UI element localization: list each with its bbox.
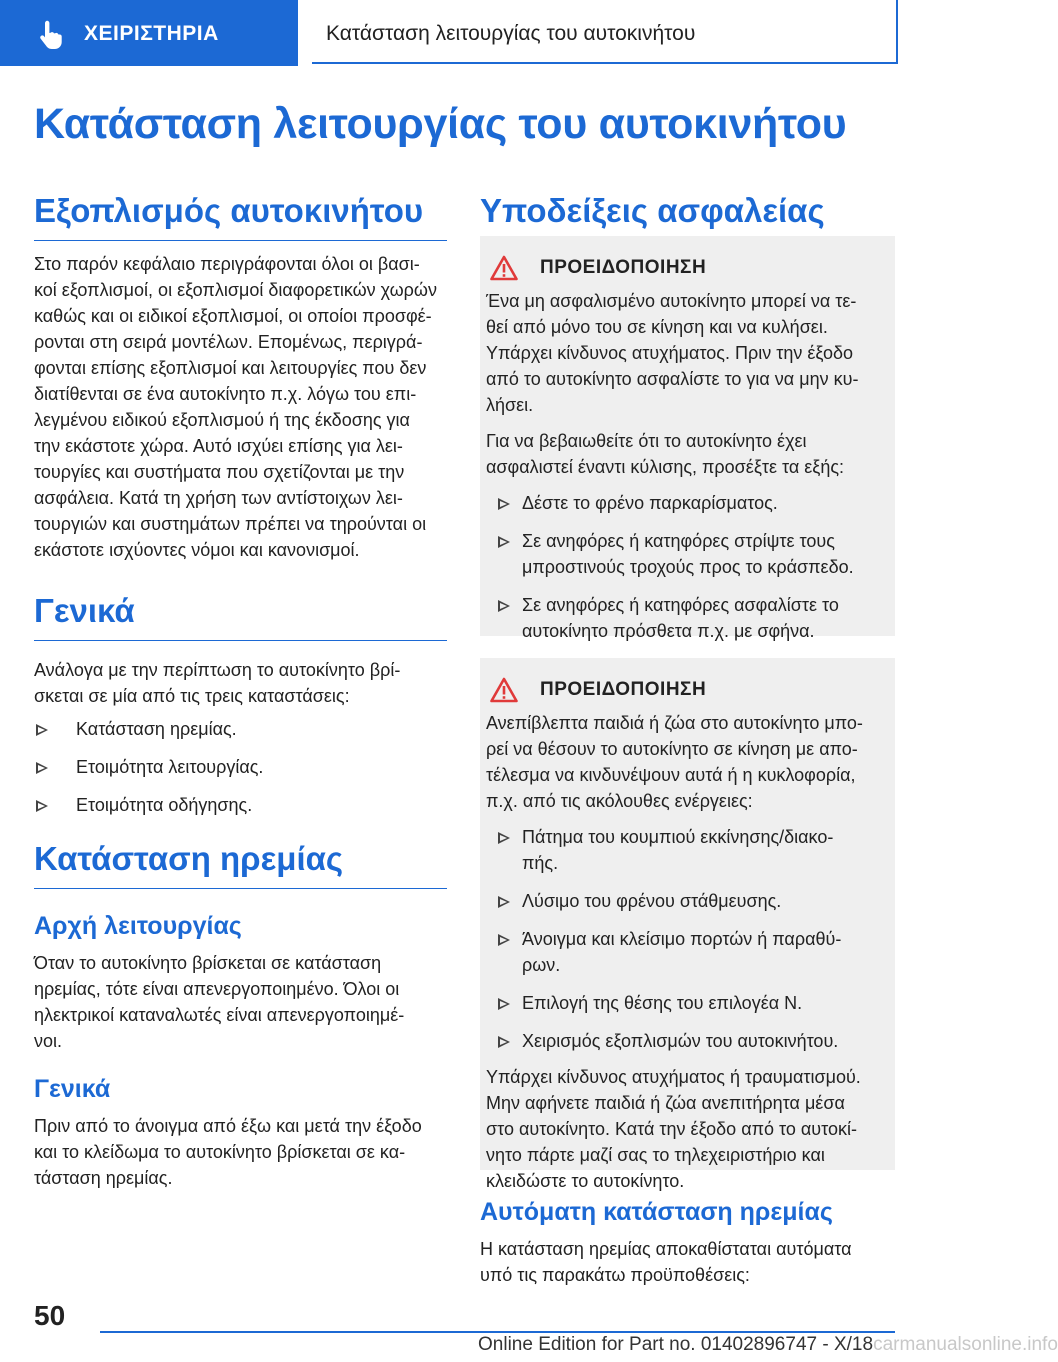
rolling-precautions-list bbox=[486, 490, 873, 644]
chapter-tab-label: Κατάσταση λειτουργίας του αυτοκινήτου bbox=[326, 22, 696, 45]
text-line: νητο πάρτε μαζί σας το τηλεχειριστήριο και bbox=[486, 1145, 825, 1165]
list-item bbox=[486, 824, 873, 876]
text-line: ασφάλεια. Κατά τη χρήση των αντίστοιχων λει- bbox=[34, 488, 403, 508]
unattended-actions-list bbox=[486, 824, 873, 1054]
text-line: ασφαλιστεί έναντι κύλισης, προσέξτε τα εξής: bbox=[486, 457, 845, 477]
list-item-line: Επιλογή της θέσης του επιλογέα N. bbox=[522, 993, 803, 1013]
warning-triangle-icon bbox=[490, 677, 518, 703]
page-number: 50 bbox=[34, 1300, 66, 1331]
rest-state-heading: Κατάσταση ηρεμίας bbox=[34, 840, 447, 889]
triangle-bullet-icon bbox=[498, 832, 510, 844]
text-line: Όταν το αυτοκίνητο βρίσκεται σε κατάσταση bbox=[34, 953, 382, 973]
list-item-line: Λύσιμο του φρένου στάθμευσης. bbox=[522, 891, 782, 911]
top-header bbox=[0, 0, 960, 66]
triangle-bullet-icon bbox=[36, 762, 48, 774]
text-line: στο αυτοκίνητο. Κατά την έξοδο από το αυτοκί- bbox=[486, 1119, 858, 1139]
auto-rest-heading: Αυτόματη κατάσταση ηρεμίας bbox=[480, 1198, 833, 1226]
chapter-tab[interactable] bbox=[312, 0, 898, 64]
list-item-line: αυτοκίνητο πρόσθετα π.χ. με σφήνα. bbox=[522, 621, 815, 641]
principle-heading: Αρχή λειτουργίας bbox=[34, 912, 242, 940]
principle-paragraph bbox=[34, 950, 447, 1054]
warning-paragraph bbox=[480, 428, 873, 480]
list-item bbox=[486, 990, 873, 1016]
text-line: Υπάρχει κίνδυνος ατυχήματος ή τραυματισμού. bbox=[486, 1067, 861, 1087]
text-line: Στο παρόν κεφάλαιο περιγράφονται όλοι οι βασι- bbox=[34, 254, 420, 274]
text-line: Για να βεβαιωθείτε ότι το αυτοκίνητο έχει bbox=[486, 431, 807, 451]
text-line: λήσει. bbox=[486, 395, 534, 415]
triangle-bullet-icon bbox=[498, 536, 510, 548]
text-line: την εκάστοτε χώρα. Αυτό ισχύει επίσης για λει- bbox=[34, 436, 403, 456]
text-line: τουργίες και συστήματα που σχετίζονται με την bbox=[34, 462, 405, 482]
list-item bbox=[486, 592, 873, 644]
triangle-bullet-icon bbox=[498, 600, 510, 612]
text-line: Ένα μη ασφαλισμένο αυτοκίνητο μπορεί να τε- bbox=[486, 291, 857, 311]
text-line: ρονται στη σειρά μοντέλων. Επομένως, περιγρά- bbox=[34, 332, 423, 352]
triangle-bullet-icon bbox=[498, 934, 510, 946]
text-line: ηρεμίας, τότε είναι απενεργοποιημένο. Όλοι οι bbox=[34, 979, 400, 999]
warning-title: ΠΡΟΕΙΔΟΠΟΙΗΣΗ bbox=[540, 257, 707, 278]
warning-header bbox=[490, 676, 873, 704]
text-line: τουργιών και συστημάτων πρέπει να τηρούνται οι bbox=[34, 514, 427, 534]
list-item: Ετοιμότητα οδήγησης. bbox=[34, 792, 447, 818]
text-line: από το αυτοκίνητο ασφαλίστε το για να μην κυ- bbox=[486, 369, 859, 389]
warning-box-rolling bbox=[480, 236, 895, 641]
text-line: νοι. bbox=[34, 1031, 63, 1051]
list-item-line: ρων. bbox=[522, 955, 561, 975]
text-line: κοί εξοπλισμοί, οι εξοπλισμοί διαφορετικών χωρών bbox=[34, 280, 437, 300]
manual-tab-label: ΧΕΙΡΙΣΤΗΡΙΑ bbox=[84, 22, 219, 45]
text-line: υπό τις παρακάτω προϋποθέσεις: bbox=[480, 1265, 750, 1285]
manual-tab[interactable] bbox=[0, 0, 298, 66]
warning-box-children bbox=[480, 658, 895, 1191]
general-paragraph bbox=[34, 657, 447, 709]
triangle-bullet-icon bbox=[36, 800, 48, 812]
text-line: Ανεπίβλεπτα παιδιά ή ζώα στο αυτοκίνητο μπο- bbox=[486, 713, 863, 733]
triangle-bullet-icon bbox=[498, 896, 510, 908]
footer-divider bbox=[100, 1331, 895, 1333]
text-line: καθώς και οι ειδικοί εξοπλισμοί, οι οποίοι προσφέ- bbox=[34, 306, 432, 326]
equipment-paragraph bbox=[34, 251, 447, 563]
list-item-line: Χειρισμός εξοπλισμών του αυτοκινήτου. bbox=[522, 1031, 839, 1051]
hand-pointer-icon bbox=[36, 20, 66, 50]
list-item bbox=[486, 490, 873, 516]
warning-triangle-icon bbox=[490, 255, 518, 281]
warning-paragraph bbox=[480, 1064, 873, 1194]
list-item bbox=[486, 528, 873, 580]
safety-notes-heading: Υποδείξεις ασφαλείας bbox=[480, 192, 825, 229]
auto-rest-paragraph bbox=[480, 1236, 895, 1288]
list-item: Κατάσταση ηρεμίας. bbox=[34, 716, 447, 742]
general-heading: Γενικά bbox=[34, 592, 447, 641]
rest-general-paragraph bbox=[34, 1113, 447, 1191]
warning-header bbox=[490, 254, 873, 282]
triangle-bullet-icon bbox=[36, 724, 48, 736]
list-item: Ετοιμότητα λειτουργίας. bbox=[34, 754, 447, 780]
text-line: Η κατάσταση ηρεμίας αποκαθίσταται αυτόματα bbox=[480, 1239, 852, 1259]
text-line: Μην αφήνετε παιδιά ή ζώα ανεπιτήρητα μέσα bbox=[486, 1093, 845, 1113]
text-line: τάσταση ηρεμίας. bbox=[34, 1168, 173, 1188]
footer-edition: Online Edition for Part no. 01402896747 - X/18carmanualsonline.info bbox=[478, 1334, 1058, 1355]
list-item-line: Σε ανηφόρες ή κατηφόρες στρίψτε τους bbox=[522, 531, 835, 551]
equipment-heading: Εξοπλισμός αυτοκινήτου bbox=[34, 192, 447, 241]
list-item bbox=[486, 1028, 873, 1054]
triangle-bullet-icon bbox=[498, 1036, 510, 1048]
text-line: τέλεσμα να κινδυνέψουν αυτά ή η κυκλοφορία, bbox=[486, 765, 856, 785]
list-item-line: πής. bbox=[522, 853, 559, 873]
text-line: φονται επίσης εξοπλισμοί και λειτουργίες που δεν bbox=[34, 358, 427, 378]
text-line: Ανάλογα με την περίπτωση το αυτοκίνητο βρί- bbox=[34, 660, 401, 680]
text-line: π.χ. από τις ακόλουθες ενέργειες: bbox=[486, 791, 753, 811]
list-item bbox=[486, 926, 873, 978]
text-line: εκάστοτε ισχύοντες νόμοι και κανονισμοί. bbox=[34, 540, 360, 560]
list-item-line: Δέστε το φρένο παρκαρίσματος. bbox=[522, 493, 778, 513]
text-line: Πριν από το άνοιγμα από έξω και μετά την έξοδο bbox=[34, 1116, 422, 1136]
list-item-line: Σε ανηφόρες ή κατηφόρες ασφαλίστε το bbox=[522, 595, 839, 615]
text-line: σκεται σε μία από τις τρεις καταστάσεις: bbox=[34, 686, 350, 706]
text-line: Υπάρχει κίνδυνος ατυχήματος. Πριν την έξοδο bbox=[486, 343, 853, 363]
vehicle-states-list bbox=[34, 716, 447, 818]
warning-paragraph bbox=[480, 288, 873, 418]
list-item-line: Πάτημα του κουμπιού εκκίνησης/διακο- bbox=[522, 827, 834, 847]
list-item-line: μπροστινούς τροχούς προς το κράσπεδο. bbox=[522, 557, 854, 577]
text-line: λεγμένου ειδικού εξοπλισμού ή της έκδοσης για bbox=[34, 410, 410, 430]
page-title: Κατάσταση λειτουργίας του αυτοκινήτου bbox=[34, 100, 847, 148]
text-line: ρεί να θέσουν το αυτοκίνητο σε κίνηση με απο- bbox=[486, 739, 858, 759]
text-line: διατίθενται σε ένα αυτοκίνητο π.χ. λόγω του επι- bbox=[34, 384, 417, 404]
text-line: θεί από μόνο του σε κίνηση και να κυλήσει. bbox=[486, 317, 828, 337]
warning-paragraph bbox=[480, 710, 873, 814]
triangle-bullet-icon bbox=[498, 498, 510, 510]
text-line: ηλεκτρικοί καταναλωτές είναι απενεργοποιημέ- bbox=[34, 1005, 405, 1025]
triangle-bullet-icon bbox=[498, 998, 510, 1010]
warning-title: ΠΡΟΕΙΔΟΠΟΙΗΣΗ bbox=[540, 679, 707, 700]
rest-general-heading: Γενικά bbox=[34, 1075, 111, 1103]
text-line: και το κλείδωμα το αυτοκίνητο βρίσκεται σε κα- bbox=[34, 1142, 406, 1162]
list-item-line: Άνοιγμα και κλείσιμο πορτών ή παραθύ- bbox=[522, 929, 842, 949]
watermark-text: carmanualsonline.info bbox=[873, 1334, 1058, 1355]
list-item bbox=[486, 888, 873, 914]
text-line: κλειδώστε το αυτοκίνητο. bbox=[486, 1171, 685, 1191]
